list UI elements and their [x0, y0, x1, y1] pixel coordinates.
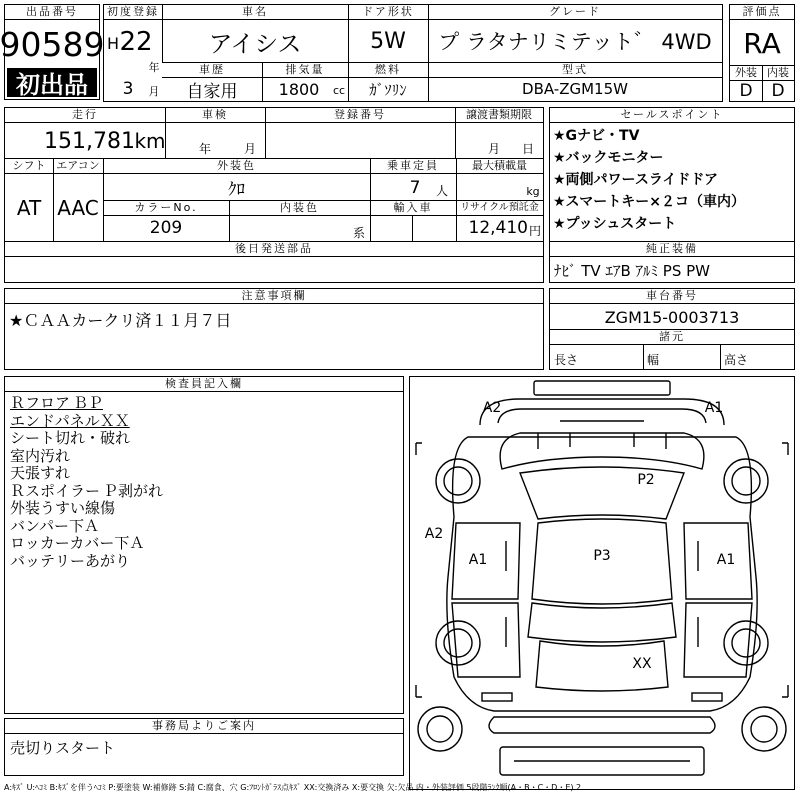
transfer-label: 譲渡書類期限 [455, 108, 543, 123]
sales-point-item: ★バックモニター [553, 150, 664, 166]
caution-box [4, 288, 544, 370]
damage-mark: A2 [482, 400, 502, 416]
int-color-label: 内装色 [229, 201, 370, 216]
mileage-unit: km [134, 129, 166, 153]
era: H [106, 33, 120, 53]
damage-mark: P3 [593, 548, 611, 564]
score: RA [743, 26, 781, 60]
lot-label: 出品番号 [5, 5, 99, 20]
transfer-month-unit: 月 [487, 141, 500, 156]
int-grade: D [771, 81, 785, 101]
year-unit: 年 [148, 61, 160, 74]
caution-text: ★ＣＡＡカークリ済１１月７日 [9, 310, 232, 330]
mileage: 151,781 [44, 128, 135, 154]
dims-label: 諸元 [550, 330, 794, 345]
damage-mark: A2 [424, 526, 444, 542]
model: DBA-ZGM15W [522, 80, 628, 98]
month-unit: 月 [148, 85, 160, 98]
note-item: 外装うすい線傷 [10, 499, 116, 517]
sales-point-item: ★両側パワースライドドア [553, 172, 719, 188]
load-unit: kg [526, 184, 540, 198]
equipment-label: 純正装備 [550, 242, 794, 257]
length-label: 長さ [554, 352, 579, 367]
note-item: 室内汚れ [10, 446, 71, 465]
int-color-unit: 系 [352, 225, 365, 240]
reg-month: 3 [122, 79, 134, 99]
score-box [729, 4, 795, 102]
sales-points-box [549, 107, 795, 283]
lot-box [0, 4, 105, 100]
displacement: 1800 [278, 79, 320, 99]
note-item: シート切れ・破れ [10, 429, 131, 447]
ext-color-label: 外装色 [103, 159, 370, 174]
office-text: 売切りスタート [10, 738, 116, 757]
note-item: Ｒフロア ＢＰ [10, 394, 103, 412]
score-label: 評価点 [730, 5, 794, 20]
history-label: 車歴 [162, 63, 262, 78]
disp-unit: cc [332, 83, 346, 97]
damage-mark: XX [632, 656, 652, 672]
door-label: ドア形状 [348, 5, 428, 20]
note-item: エンドパネルＸＸ [10, 411, 130, 430]
inspector-notes [10, 395, 400, 570]
grade: プ ラタナリミテット゛ 4WD [438, 30, 712, 54]
color-no-label: カラーNo. [103, 201, 229, 216]
recycle-unit: 円 [528, 223, 541, 238]
note-item: ロッカーカバー下Ａ [10, 534, 145, 552]
insp-year-unit: 年 [198, 141, 211, 156]
parts-label: 後日発送部品 [5, 242, 543, 257]
int-label: 内装 [762, 66, 794, 81]
ext-color: ｸﾛ [228, 179, 245, 200]
damage-mark: P2 [637, 472, 655, 488]
damage-mark: A1 [716, 552, 736, 568]
inspector-box [4, 376, 404, 714]
recycle-label: リサイクル預託金 [456, 201, 543, 216]
car-name: アイシス [208, 29, 302, 58]
car-diagram [410, 377, 794, 789]
equipment: ﾅﾋﾞ TV ｴｱB ｱﾙﾐ PS PW [554, 261, 710, 280]
ac-label: エアコン [53, 159, 103, 174]
fuel: ｶﾞｿﾘﾝ [369, 80, 407, 99]
seats-unit: 人 [435, 183, 448, 198]
insp-month-unit: 月 [243, 141, 256, 156]
color-no: 209 [149, 218, 183, 238]
seats-label: 乗車定員 [370, 159, 456, 174]
inspection-label: 車検 [165, 108, 265, 123]
shift-label: シフト [5, 159, 53, 174]
damage-mark: A1 [468, 552, 488, 568]
damage-diagram-box [409, 376, 795, 790]
height-label: 高さ [724, 352, 749, 367]
disp-label: 排気量 [262, 63, 348, 78]
office-label: 事務局よりご案内 [5, 719, 403, 734]
chassis-box [549, 288, 795, 370]
sales-points-list [553, 125, 793, 235]
load-label: 最大積載量 [456, 159, 543, 174]
first-reg-label: 初度登録 [104, 5, 162, 20]
chassis-label: 車台番号 [550, 289, 794, 304]
sales-points-label: セールスポイント [550, 108, 794, 123]
damage-mark: A1 [704, 400, 724, 416]
note-item: バッテリーあがり [10, 551, 131, 570]
transfer-day-unit: 日 [521, 141, 534, 156]
import-label: 輸入車 [370, 201, 456, 216]
reg-year: 22 [119, 27, 153, 57]
width-label: 幅 [647, 352, 660, 367]
sales-point-item: ★プッシュスタート [553, 216, 677, 232]
reg-no-label: 登録番号 [265, 108, 455, 123]
caution-label: 注意事項欄 [5, 289, 543, 304]
sales-point-item: ★スマートキー×２コ（車内） [553, 194, 746, 210]
door-type: 5W [370, 28, 406, 54]
damage-legend: A:ｷｽﾞ U:ﾍｺﾐ B:ｷｽﾞを伴うﾍｺﾐ P:要塗装 W:補修跡 S:錆 C:腐食、穴 G:ﾌﾛﾝﾄｶﾞﾗｽ点ｷｽﾞ XX:交換済み X:要交換 欠:欠品 内・外装評価 5段階ﾗﾝｸ順(A・B・C・D・E) 2 [4, 783, 582, 792]
car-name-label: 車名 [162, 5, 348, 20]
inspector-label: 検査員記入欄 [5, 377, 403, 392]
first-listing-badge: 初出品 [7, 68, 97, 97]
mileage-label: 走行 [5, 108, 165, 123]
fuel-label: 燃料 [348, 63, 428, 78]
ext-label: 外装 [730, 66, 762, 81]
lot-number: 90589 [0, 24, 105, 64]
grade-label: グレード [428, 5, 722, 20]
seats: 7 [409, 178, 421, 198]
history: 自家用 [186, 81, 238, 102]
ext-grade: D [739, 81, 753, 101]
air-conditioner: AAC [57, 196, 99, 220]
model-label: 型式 [428, 63, 722, 78]
shift: AT [16, 196, 42, 220]
sales-point-item: ★Gナビ・TV [553, 128, 640, 144]
note-item: 天張すれ [10, 464, 71, 482]
note-item: Ｒスポイラー Ｐ剥がれ [10, 481, 163, 500]
office-box [4, 718, 404, 776]
chassis-number: ZGM15-0003713 [604, 307, 740, 327]
note-item: バンパー下Ａ [10, 516, 99, 535]
recycle-fee: 12,410 [468, 218, 528, 238]
